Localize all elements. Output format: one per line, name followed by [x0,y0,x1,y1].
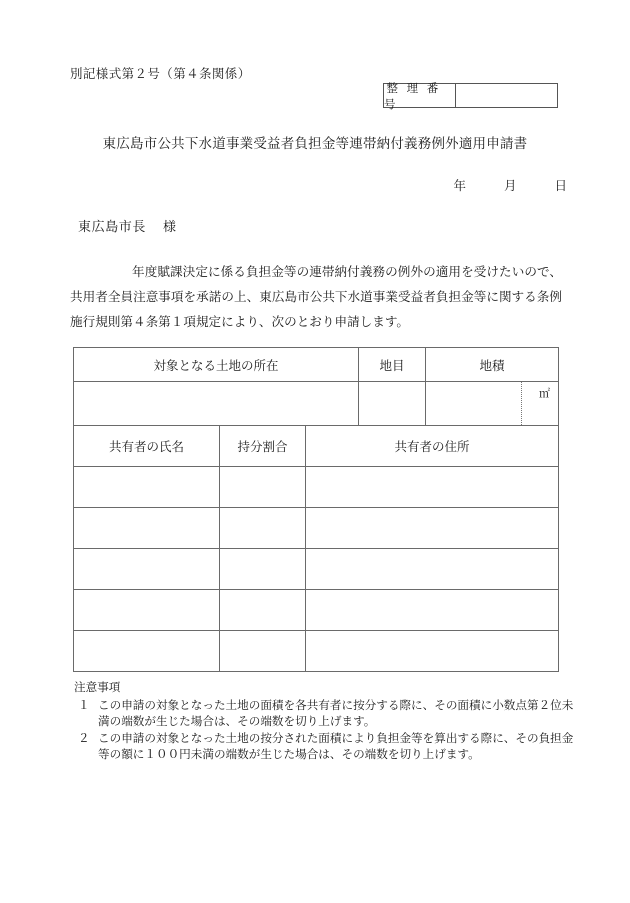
land-header-row [74,348,559,382]
table-row [74,508,559,549]
note-number: １ [78,697,90,712]
addressee-name: 東広島市長 [78,220,147,235]
owner-address-header: 共有者の住所 [306,426,559,467]
land-category-field[interactable] [359,382,426,426]
application-table [73,347,559,672]
owner-name-header: 共有者の氏名 [74,426,220,467]
note-text: この申請の対象となった土地の面積を各共有者に按分する際に、その面積に小数点第２位未満の端数が生じた場合は、その端数を切り上げます。 [98,697,574,728]
land-location-header: 対象となる土地の所在 [74,348,359,382]
owner-name-field[interactable] [74,467,220,508]
notes-section [74,679,574,763]
reference-number-label: 整 理 番 号 [384,84,456,107]
note-text: この申請の対象となった土地の按分された面積により負担金等を算出する際に、その負担金等の額に１００円未満の端数が生じた場合は、その端数を切り上げます。 [98,730,574,761]
note-number: ２ [78,730,90,745]
note-item [74,697,574,730]
owner-address-field[interactable] [306,549,559,590]
date-year-label: 年 [453,178,467,193]
date-day-label: 日 [554,178,567,193]
notes-title: 注意事項 [74,680,121,694]
reference-number-field[interactable] [456,84,557,107]
land-data-row [74,382,559,426]
area-unit-label: ㎡ [539,387,551,400]
table-row [74,467,559,508]
land-area-header: 地積 [426,348,559,382]
addressee-line [78,216,177,235]
body-paragraph [70,259,562,334]
area-decimal-divider [521,382,522,425]
owner-name-field[interactable] [74,549,220,590]
form-code-label: 別記様式第２号（第４条関係） [70,66,251,81]
owner-name-field[interactable] [74,508,220,549]
owner-name-field[interactable] [74,590,220,631]
addressee-honorific: 様 [163,220,177,235]
document-title: 東広島市公共下水道事業受益者負担金等連帯納付義務例外適用申請書 [102,136,528,152]
owner-share-field[interactable] [220,590,306,631]
owner-share-header: 持分割合 [220,426,306,467]
land-location-field[interactable] [74,382,359,426]
table-row [74,631,559,672]
owner-share-field[interactable] [220,549,306,590]
table-row [74,590,559,631]
owner-header-row [74,426,559,467]
paragraph-text: 年度賦課決定に係る負担金等の連帯納付義務の例外の適用を受けたいので、共用者全員注意事項を承諾の上、東広島市公共下水道事業受益者負担金等に関する条例施行規則第４条第１項規定により、次のとおり申請します。 [70,264,563,329]
date-month-label: 月 [504,178,517,193]
date-line [0,176,567,194]
owner-address-field[interactable] [306,508,559,549]
note-item [74,730,574,763]
land-area-field[interactable] [426,382,559,426]
owner-name-field[interactable] [74,631,220,672]
owner-address-field[interactable] [306,467,559,508]
owner-share-field[interactable] [220,467,306,508]
owner-address-field[interactable] [306,590,559,631]
owner-share-field[interactable] [220,508,306,549]
land-category-header: 地目 [359,348,426,382]
owner-share-field[interactable] [220,631,306,672]
table-row [74,549,559,590]
owner-address-field[interactable] [306,631,559,672]
reference-number-box [383,80,558,111]
